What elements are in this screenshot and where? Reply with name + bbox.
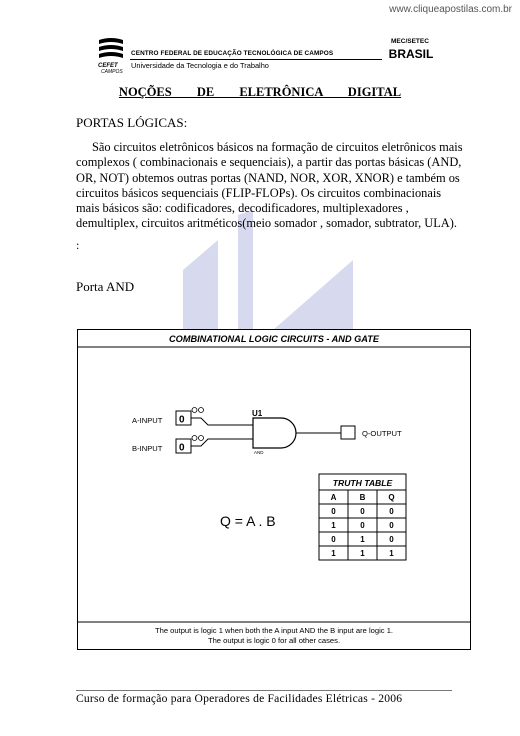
- and-gate-symbol: [253, 418, 296, 448]
- equation: Q = A . B: [220, 513, 276, 529]
- input-a-label: A-INPUT: [132, 416, 163, 425]
- diagram-header: COMBINATIONAL LOGIC CIRCUITS - AND GATE: [169, 334, 379, 344]
- site-url: www.cliqueapostilas.com.br: [389, 4, 512, 15]
- and-gate-diagram: [77, 329, 471, 650]
- stray-colon: :: [76, 238, 80, 252]
- input-b-value: 0: [179, 442, 185, 454]
- paragraph-text: São circuitos eletrônicos básicos na formação de circuitos eletrônicos mais complexos ( combinacionais e sequenciais), a partir das portas básicas (AND, OR, NOT) obtemos outras portas (NAND, NOR, XOR, XNOR) e também os circuitos básicos sequenciais (FLIP-FLOPs). Os circuitos combinacionais mais básicos são: codificadores, decodificadores, multiplexadores , demultiplex, circuitos aritméticos(meio somador , somador, subtrator, ULA).: [76, 140, 463, 231]
- header-divider: [130, 59, 382, 60]
- logo-label: CEFET: [98, 63, 118, 69]
- output-indicator: [341, 426, 355, 439]
- truth-table-title: TRUTH TABLE: [332, 478, 393, 488]
- output-label: Q-OUTPUT: [362, 429, 402, 438]
- tt-header-a: A: [330, 493, 337, 502]
- subsection-heading: Porta AND: [76, 279, 135, 294]
- cefet-logo-icon: [96, 36, 126, 64]
- institution-subtitle: Universidade da Tecnologia e do Trabalho: [131, 61, 269, 70]
- tt-cell: 0: [331, 535, 336, 544]
- input-b-label: B-INPUT: [132, 444, 163, 453]
- caption-line-1: The output is logic 1 when both the A input AND the B input are logic 1.: [154, 626, 394, 635]
- tt-cell: 1: [389, 549, 394, 558]
- brasil-logo: [388, 45, 434, 62]
- body-paragraph: [76, 140, 466, 232]
- gate-type: AND: [254, 450, 264, 455]
- input-a-value: 0: [179, 414, 185, 426]
- institution-name: CENTRO FEDERAL DE EDUCAÇÃO TECNOLÓGICA DE CAMPOS: [131, 50, 334, 57]
- logo-sublabel: CAMPOS: [101, 69, 123, 75]
- tt-cell: 0: [360, 507, 365, 516]
- gate-ref: U1: [252, 409, 263, 418]
- tt-cell: 1: [360, 535, 365, 544]
- tt-cell: 0: [360, 521, 365, 530]
- tt-cell: 1: [331, 549, 336, 558]
- tt-cell: 0: [331, 507, 336, 516]
- caption-line-2: The output is logic 0 for all other cases.: [207, 636, 341, 645]
- tt-header-q: Q: [388, 493, 395, 502]
- tt-header-b: B: [359, 493, 366, 502]
- tt-cell: 0: [389, 521, 394, 530]
- tt-cell: 1: [360, 549, 365, 558]
- page-title: NOÇÕES DE ELETRÔNICA DIGITAL: [118, 85, 402, 99]
- mec-label: MEC/SETEC: [391, 38, 429, 45]
- footer-text: Curso de formação para Operadores de Facilidades Elétricas - 2006: [76, 692, 403, 705]
- tt-cell: 0: [389, 535, 394, 544]
- section-heading: PORTAS LÓGICAS:: [76, 115, 188, 130]
- truth-table: [319, 474, 406, 560]
- footer-divider: [76, 690, 452, 691]
- tt-cell: 0: [389, 507, 394, 516]
- brasil-logo-text: BRASIL: [388, 47, 434, 61]
- tt-cell: 1: [331, 521, 336, 530]
